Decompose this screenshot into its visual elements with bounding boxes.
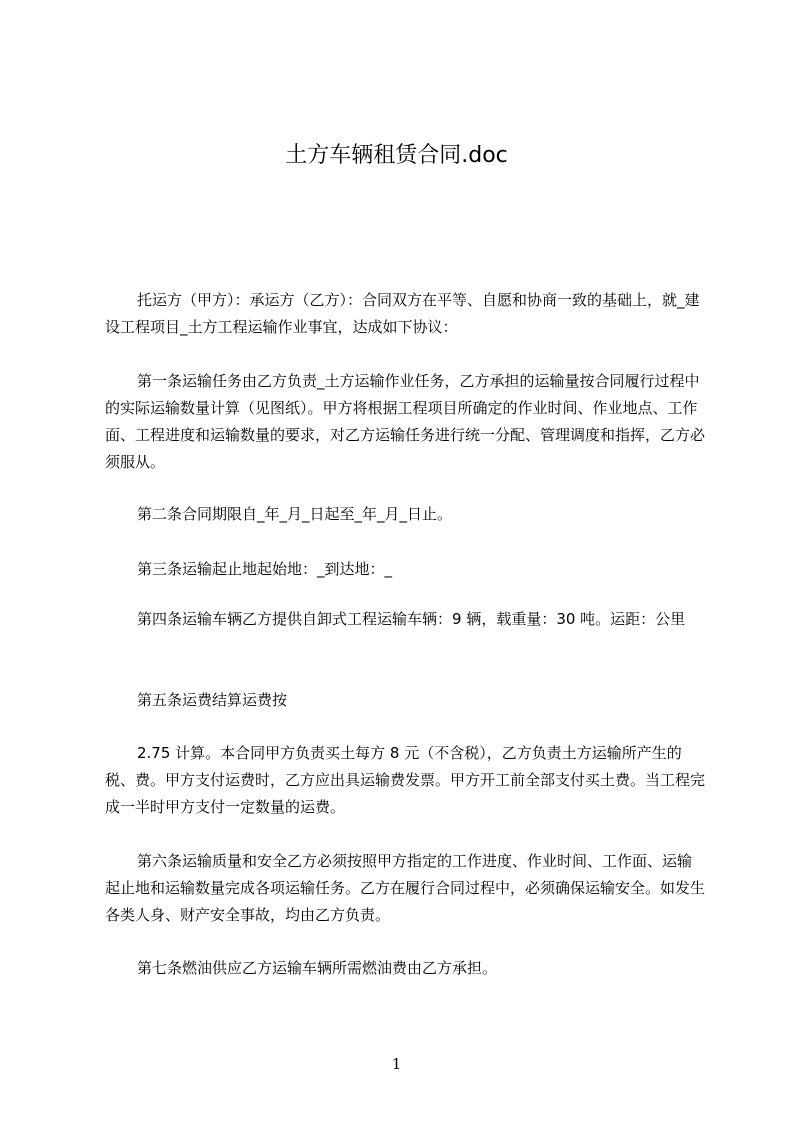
paragraph-article-4: 第四条运输车辆乙方提供自卸式工程运输车辆：9 辆，载重量：30 吨。运距：公里: [137, 610, 686, 628]
paragraph-article-2: 第二条合同期限自_年_月_日起至_年_月_日止。: [137, 505, 453, 523]
document-title: 土方车辆租赁合同.doc: [285, 143, 508, 168]
paragraph-article-5: 第五条运费结算运费按: [137, 691, 288, 709]
paragraph-article-6: 第六条运输质量和安全乙方必须按照甲方指定的工作进度、作业时间、工作面、运输起止地和运输数量完成各项运输任务。乙方在履行合同过程中，必须确保运输安全。如发生各类人身、财产安全事故，均由乙方负责。: [105, 852, 706, 924]
paragraph-article-5-continued: 2.75 计算。本合同甲方负责买土每方 8 元（不含税），乙方负责土方运输所产生的税、费。甲方支付运费时，乙方应出具运输费发票。甲方开工前全部支付买土费。当工程完成一半时甲方支付一定数量的运费。: [105, 744, 706, 816]
paragraph-article-7: 第七条燃油供应乙方运输车辆所需燃油费由乙方承担。: [137, 959, 498, 977]
paragraph-parties: 托运方（甲方）：承运方（乙方）：合同双方在平等、自愿和协商一致的基础上，就_建设工程项目_土方工程运输作业事宜，达成如下协议：: [105, 291, 700, 336]
page-number: 1: [391, 1055, 402, 1073]
paragraph-article-1: 第一条运输任务由乙方负责_土方运输作业任务，乙方承担的运输量按合同履行过程中的实际运输数量计算（见图纸）。甲方将根据工程项目所确定的作业时间、作业地点、工作面、工程进度和运输数量的要求，对乙方运输任务进行统一分配、管理调度和指挥，乙方必须服从。: [105, 372, 706, 471]
paragraph-article-3: 第三条运输起止地起始地：_到达地：_: [137, 560, 393, 578]
